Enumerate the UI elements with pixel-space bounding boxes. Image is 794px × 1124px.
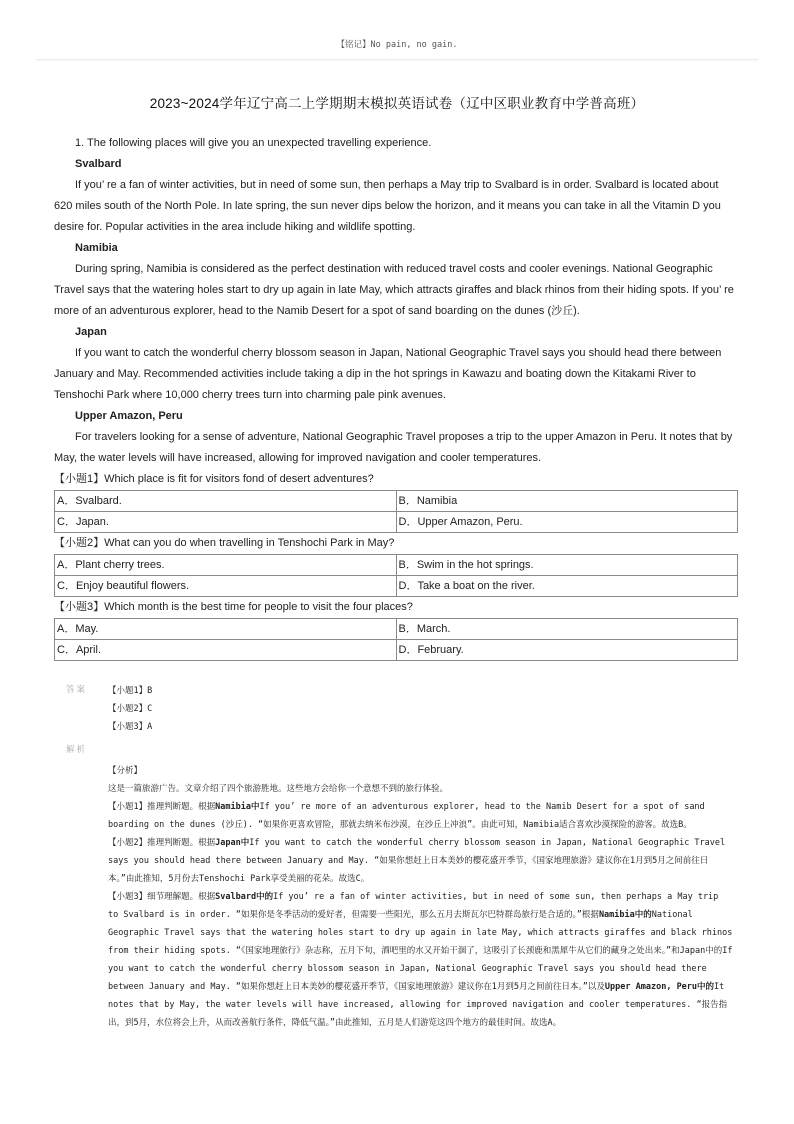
reading-passage <box>54 133 738 661</box>
analysis-heading: 【分析】 <box>108 766 143 776</box>
section-heading-svalbard: Svalbard <box>75 158 122 170</box>
analysis-summary: 这是一篇旅游广告。文章介绍了四个旅游胜地。这些地方会给你一个意想不到的旅行体验。 <box>108 784 449 794</box>
section-text-namibia: During spring, Namibia is considered as the perfect destination with reduced travel costs and cooler evenings. National Geographic Travel says that the watering holes start to dry up again in late May, which attracts giraffes and black rhinos from their hiding spots. If you’ re more of an adventurous explorer, head to the Namib Desert for a spot of sand boarding on the dunes (沙丘). <box>54 263 734 317</box>
answer-item: 【小题3】A <box>108 722 153 732</box>
section-text-svalbard: If you’ re a fan of winter activities, but in need of some sun, then perhaps a May trip to Svalbard is in order. Svalbard is located about 620 miles south of the North Pole. In late spring, the sun never dips below the horizon, and it means you can take in all the Vitamin D you desire for. Popular activities in the area include hiking and wildlife spotting. <box>54 179 721 233</box>
section-heading-namibia: Namibia <box>75 242 118 254</box>
answer-item: 【小题1】B <box>108 686 153 696</box>
section-text-japan: If you want to catch the wonderful cherry blossom season in Japan, National Geographic Travel says you should head there between January and May. Recommended activities include taking a dip in the hot springs in Kawazu and boating down the Kitakami River to Tenshochi Park where 10,000 cherry trees turn into charming pale pink avenues. <box>54 347 722 401</box>
section-text-peru: For travelers looking for a sense of adventure, National Geographic Travel proposes a trip to the upper Amazon in Peru. It notes that by May, the water levels will have increased, allowing for improved navigation and cooler temperatures. <box>54 431 733 464</box>
header-motto: 【铭记】No pain, no gain. <box>336 40 458 50</box>
answer-item: 【小题2】C <box>108 704 153 714</box>
option-b[interactable]: B．March. <box>396 619 738 640</box>
question-1-prompt: 【小题1】Which place is fit for visitors fond of desert adventures? <box>54 473 374 485</box>
option-c[interactable]: C．April. <box>55 640 397 661</box>
question-2-options <box>54 554 738 597</box>
option-d[interactable]: D．Upper Amazon, Peru. <box>396 512 738 533</box>
header-divider <box>36 59 758 60</box>
analysis-q1: 【小题1】推理判断题。根据Namibia中If you’ re more of an adventurous explorer, head to the Namib Desert for a spot of sand boarding on the dunes (沙丘). “如果你更喜欢冒险，那就去纳米布沙漠，在沙丘上冲浪”。由此可知，Namibia适合喜欢沙漠探险的游客。故选B。 <box>108 802 705 830</box>
analysis-q2: 【小题2】推理判断题。根据Japan中If you want to catch the wonderful cherry blossom season in Japan, National Geographic Travel says you should head there between January and May. “如果你想赶上日本美妙的樱花盛开季节，《国家地理旅游》建议你在1月到5月之间前往日本。”由此推知，5月份去Tenshochi Park享受美丽的花朵。故选C。 <box>108 838 726 884</box>
section-heading-peru: Upper Amazon, Peru <box>75 410 183 422</box>
option-a[interactable]: A．Plant cherry trees. <box>55 555 397 576</box>
analysis-body <box>108 762 733 1032</box>
option-b[interactable]: B．Namibia <box>396 491 738 512</box>
question-2-prompt: 【小题2】What can you do when travelling in Tenshochi Park in May? <box>54 537 395 549</box>
page-title: 2023~2024学年辽宁高二上学期期末模拟英语试卷（辽中区职业教育中学普高班） <box>149 96 645 111</box>
option-c[interactable]: C．Enjoy beautiful flowers. <box>55 576 397 597</box>
answer-list <box>108 682 152 736</box>
question-3-prompt: 【小题3】Which month is the best time for people to visit the four places? <box>54 601 413 613</box>
question-3-options <box>54 618 738 661</box>
passage-intro: 1. The following places will give you an unexpected travelling experience. <box>75 137 432 149</box>
analysis-q3: 【小题3】细节理解题。根据Svalbard中的If you’ re a fan of winter activities, but in need of some sun, then perhaps a May trip to Svalbard is in order. “如果你是冬季活动的爱好者，但需要一些阳光，那么五月去斯瓦尔巴特群岛旅行是合适的。”根据Namibia中的National Geographic Travel says that the watering holes start to dry up again in late May, which attracts giraffes and black rhinos from their hiding spots. “《国家地理旅行》杂志称，五月下旬，酒吧里的水又开始干涸了，这吸引了长颈鹿和黑犀牛从它们的藏身之处出来。”和Japan中的If you want to catch the wonderful cherry blossom season in Japan, National Geographic Travel says you should head there between January and May. “如果你想赶上日本美妙的樱花盛开季节，《国家地理旅游》建议你在1月到5月之间前往日本。”以及Upper Amazon, Peru中的It notes that by May, the water levels will have increased, allowing for improved navigation and cooler temperatures. “报告指出，到5月，水位将会上升，从而改善航行条件，降低气温。”由此推知，五月是人们游览这四个地方的最佳时间。故选A。 <box>108 892 733 1028</box>
answers-label: 答案 <box>66 685 88 695</box>
option-a[interactable]: A．May. <box>55 619 397 640</box>
option-c[interactable]: C．Japan. <box>55 512 397 533</box>
option-a[interactable]: A．Svalbard. <box>55 491 397 512</box>
analysis-label: 解析 <box>66 745 88 755</box>
option-d[interactable]: D．February. <box>396 640 738 661</box>
option-b[interactable]: B．Swim in the hot springs. <box>396 555 738 576</box>
option-d[interactable]: D．Take a boat on the river. <box>396 576 738 597</box>
section-heading-japan: Japan <box>75 326 107 338</box>
question-1-options <box>54 490 738 533</box>
